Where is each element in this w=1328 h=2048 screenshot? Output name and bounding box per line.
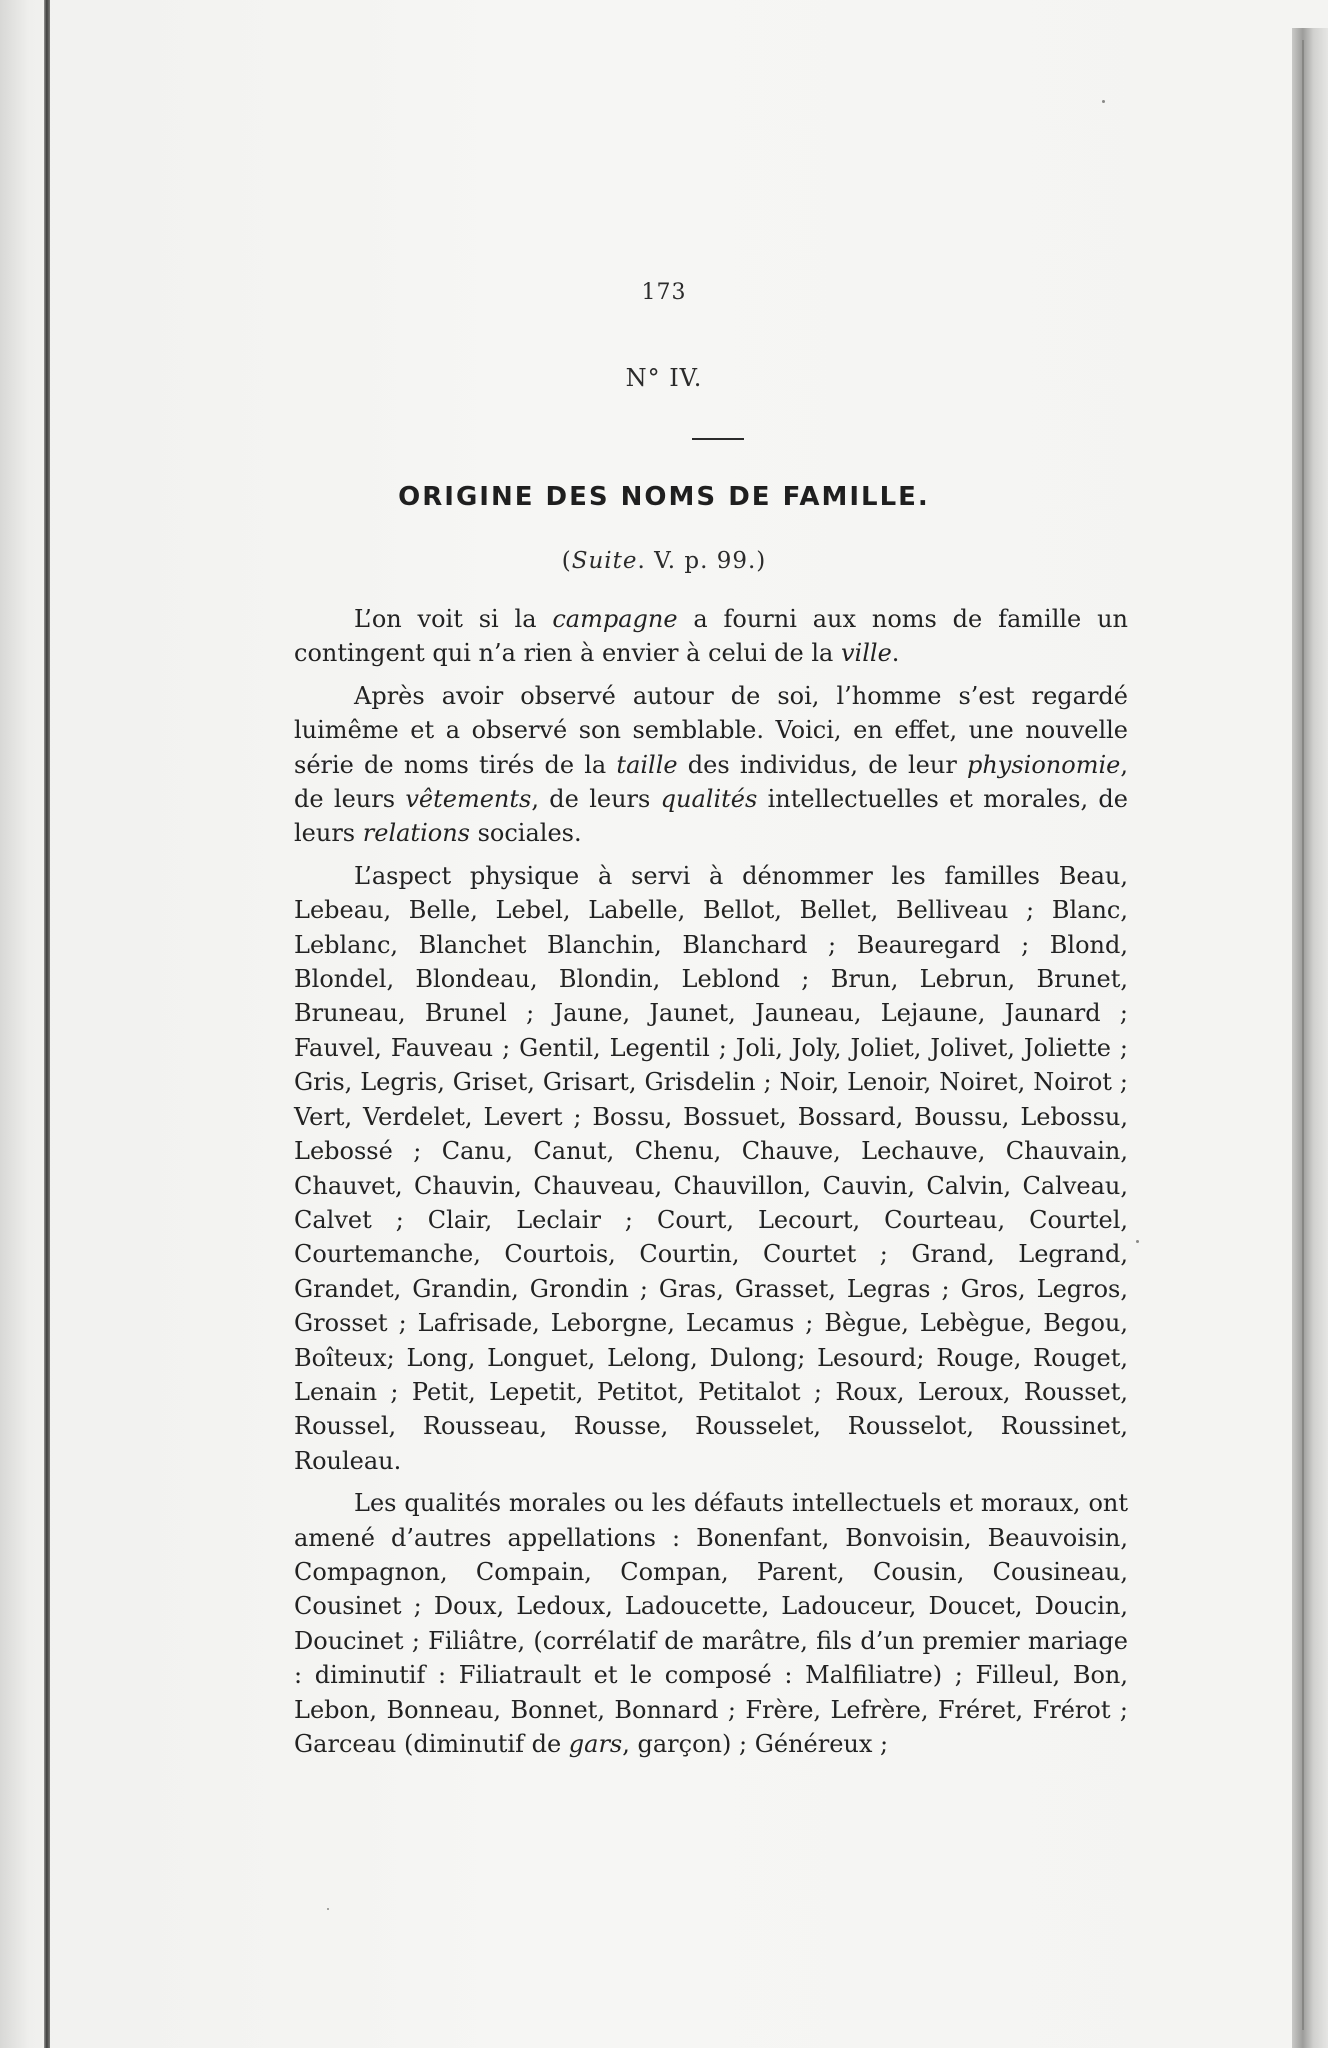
p2-italic-qualites: qualités xyxy=(660,785,758,814)
paragraph-4 xyxy=(294,1486,1128,1761)
right-edge-line xyxy=(1302,40,1304,2030)
continuation-open-paren: ( xyxy=(561,548,572,574)
p2-text-5: intellectuelles et morales, de leurs xyxy=(294,785,1128,848)
p2-text-6: sociales. xyxy=(469,819,582,848)
paragraph-3 xyxy=(294,859,1128,1478)
scan-speck xyxy=(1102,100,1105,103)
continuation-italic: Suite xyxy=(571,548,638,574)
p1-italic-campagne: campagne xyxy=(552,605,678,633)
scan-speck xyxy=(1136,1240,1139,1243)
p2-text-2: des individus, de leur xyxy=(677,750,967,779)
paragraph-2 xyxy=(294,679,1128,851)
p2-italic-vetements: vêtements xyxy=(405,785,532,814)
p2-italic-physionomie: physionomie xyxy=(966,750,1121,779)
document-title: ORIGINE DES NOMS DE FAMILLE. xyxy=(398,482,930,512)
binding-line xyxy=(44,0,50,2048)
p4-italic-gars: gars xyxy=(568,1730,623,1758)
p4-text-1: Les qualités morales ou les défauts intellectuels et moraux, ont amené d’autres appellations : Bonenfant, Bonvoisin, Beauvoisin, Compagnon, Compain, Compan, Parent, Cousin, Cousineau, Cousinet ; Doux, Ledoux, Ladoucette, Ladouceur, Doucet, Doucin, Doucinet ; Filiâtre, (corrélatif de marâtre, fils d’un premier mariage : diminutif : Filiatrault et le composé : Malfiliatre) ; Filleul, Bon, Lebon, Bonneau, Bonnet, Bonnard ; Frère, Lefrère, Fréret, Frérot ; Garceau (diminutif de xyxy=(294,1489,1128,1758)
section-number: N° IV. xyxy=(625,364,703,392)
p1-italic-ville: ville xyxy=(840,639,892,668)
scan-speck xyxy=(327,1908,329,1910)
p2-text-1: Après avoir observé autour de soi, l’homme s’est regardé luimême et a observé son semblable. Voici, en effet, une nouvelle série de noms tirés de la xyxy=(294,681,1128,779)
title-rule xyxy=(692,438,744,440)
p2-italic-taille: taille xyxy=(616,750,678,779)
left-page-margin xyxy=(0,0,42,2048)
p1-text-2: a fourni aux noms de famille un contingent qui n’a rien à envier à celui de la xyxy=(294,605,1128,668)
continuation-reference: . V. p. 99.) xyxy=(637,548,767,574)
page-number: 173 xyxy=(641,280,687,305)
continuation-note xyxy=(0,548,1328,574)
p1-text-3: . xyxy=(891,639,900,668)
body-text xyxy=(294,602,1128,1769)
p3-text-1: L’aspect physique à servi à dénommer les familles Beau, Lebeau, Belle, Lebel, Labelle, Bellot, Bellet, Belliveau ; Blanc, Leblanc, Blanchet Blanchin, Blanchard ; Beauregard ; Blond, Blondel, Blondeau, Blondin, Leblond ; Brun, Lebrun, Brunet, Bruneau, Brunel ; Jaune, Jaunet, Jauneau, Lejaune, Jaunard ; Fauvel, Fauveau ; Gentil, Legentil ; Joli, Joly, Joliet, Jolivet, Joliette ; Gris, Legris, Griset, Grisart, Grisdelin ; Noir, Lenoir, Noiret, Noirot ; Vert, Verdelet, Levert ; Bossu, Bossuet, Bossard, Boussu, Lebossu, Lebossé ; Canu, Canut, Chenu, Chauve, Lechauve, Chauvain, Chauvet, Chauvin, Chauveau, Chauvillon, Cauvin, Calvin, Calveau, Calvet ; Clair, Leclair ; Court, Lecourt, Courteau, Courtel, Courtemanche, Courtois, Courtin, Courtet ; Grand, Legrand, Grandet, Grandin, Grondin ; Gras, Grasset, Legras ; Gros, Legros, Grosset ; Lafrisade, Leborgne, Lecamus ; Bègue, Lebègue, Begou, Boîteux; Long, Longuet, Lelong, Dulong; Lesourd; Rouge, Rouget, Lenain ; Petit, Lepetit, Petitot, Petitalot ; Roux, Leroux, Rousset, Roussel, Rousseau, Rousse, Rousselet, Rousselot, Roussinet, Rouleau. xyxy=(294,861,1128,1475)
paragraph-1 xyxy=(294,602,1128,671)
right-page-edge xyxy=(1292,28,1328,2048)
p2-text-4: , de leurs xyxy=(531,785,661,814)
p2-text-3: , de leurs xyxy=(294,750,1128,814)
p1-text-1: L’on voit si la xyxy=(354,605,553,633)
p4-text-2: , garçon) ; Généreux ; xyxy=(622,1730,889,1758)
p2-italic-relations: relations xyxy=(362,819,470,848)
